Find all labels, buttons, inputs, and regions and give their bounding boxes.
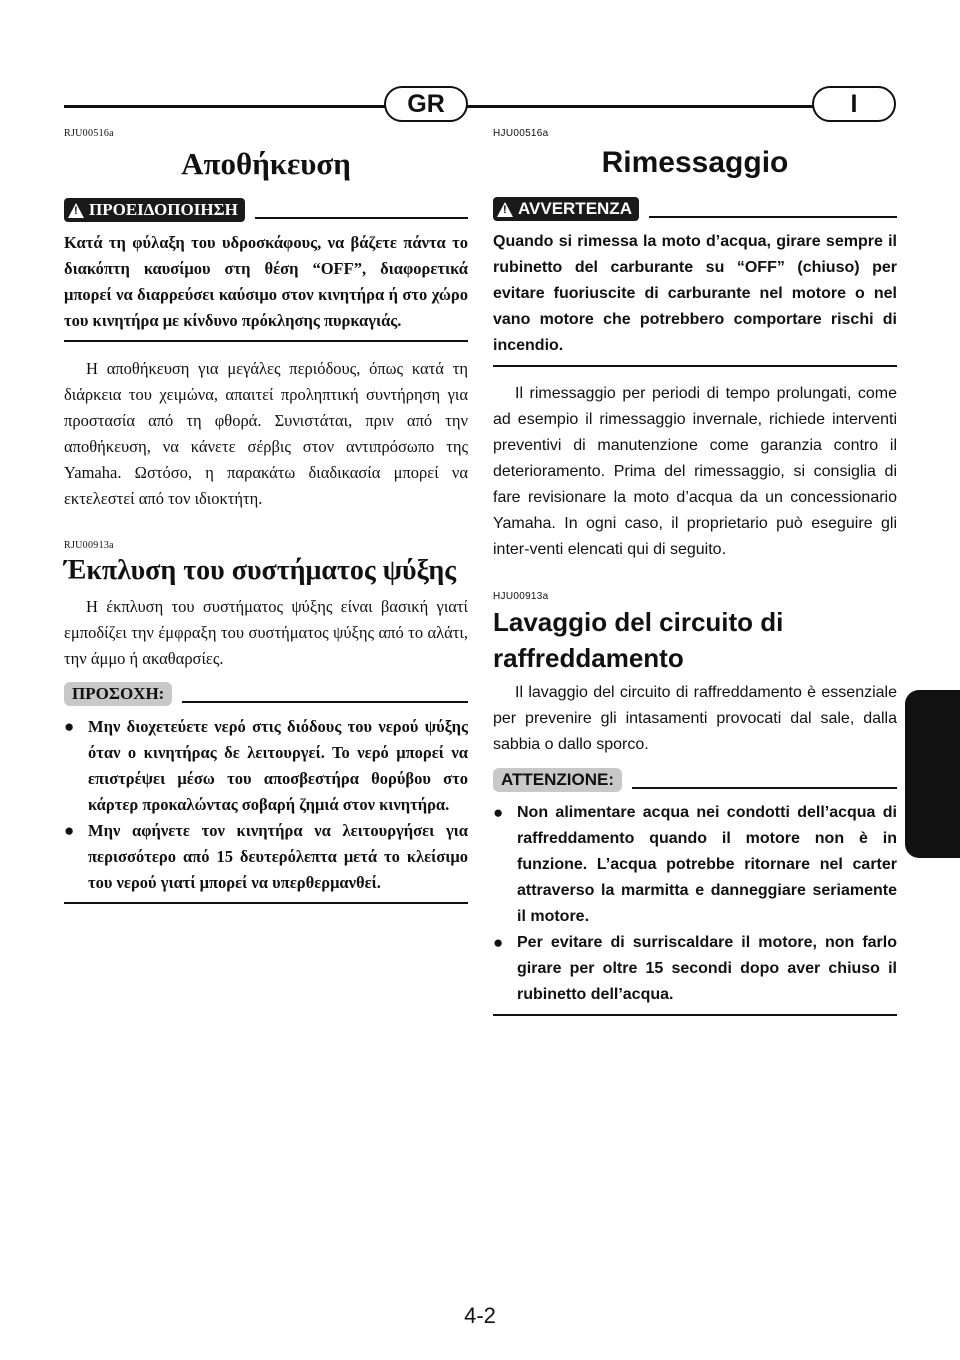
list-item <box>64 818 468 896</box>
caution-badge: ΠΡΟΣΟΧΗ: <box>64 682 172 706</box>
bullet-icon: ● <box>64 820 75 840</box>
caution-block <box>493 800 897 1016</box>
list-item <box>493 800 897 930</box>
section-body: Η έκπλυση του συστήματος ψύξης είναι βασική γιατί εμποδίζει την έμφραξη του συστήματος ψύξης από το αλάτι, την άμμο ή ακαθαρσίες. <box>64 596 468 668</box>
bullet-icon: ● <box>64 716 75 736</box>
greek-column <box>64 120 468 918</box>
list-item-text: Μην διοχετεύετε νερό στις διόδους του νερού ψύξης όταν ο κινητήρας δε λειτουργεί. Το νερό μπορεί να επιστρέψει μέσω του αποσβεστήρα θορύβου στο κάρτερ προκαλώντας σοβαρή ζημιά στον κινητήρα. <box>88 716 468 814</box>
list-item-text: Μην αφήνετε τον κινητήρα να λειτουργήσει για περισσότερο από 15 δευτερόλεπτα μετά το κλείσιμο του νερού γιατί μπορεί να υπερθερμανθεί. <box>88 820 468 892</box>
warning-badge <box>493 197 639 221</box>
section-code: RJU00913a <box>64 540 114 552</box>
section-code: HJU00913a <box>493 591 549 602</box>
chapter-side-tab <box>905 690 960 858</box>
bullet-icon: ● <box>493 803 504 822</box>
warning-label: AVVERTENZA <box>518 199 632 218</box>
list-item <box>493 930 897 1008</box>
header-rule <box>64 105 895 108</box>
warning-text: Quando si rimessa la moto d’acqua, girare sempre il rubinetto del carburante su “OFF” (chiuso) per evitare fuoriuscite di carburante nel motore o nel vano motore che potrebbero comportare rischi di incendio. <box>493 233 897 354</box>
warning-header <box>64 198 468 222</box>
list-item-text: Non alimentare acqua nei condotti dell’acqua di raffreddamento quando il motore non è in funzione. L’acqua potrebbe ritornare nel carter attraverso la marmitta e danneggiare seriamente il motore. <box>517 804 897 925</box>
warning-block <box>64 230 468 342</box>
warning-label: ΠΡΟΕΙΔΟΠΟΙΗΣΗ <box>89 200 238 220</box>
section-body: Η αποθήκευση για μεγάλες περιόδους, όπως κατά τη διάρκεια του χειμώνα, απαιτεί προληπτική συντήρηση για προστασία από τη φθορά. Συνιστάται, πριν από την αποθήκευση, να κάνετε σέρβις στον αντιπρόσωπο της Yamaha. Ωστόσο, η παρακάτω διαδικασία μπορεί να εκτελεστεί από τον ιδιοκτήτη. <box>64 359 468 509</box>
section-title: Lavaggio del circuito di raffreddamento <box>493 607 784 673</box>
warning-triangle-icon <box>497 202 513 217</box>
section-body: Il lavaggio del circuito di raffreddamento è essenziale per prevenire gli intasamenti provocati dal sale, dalla sabbia o dallo sporco. <box>493 684 897 753</box>
italian-column <box>493 120 897 1030</box>
caution-list <box>493 800 897 1008</box>
language-tab-i: I <box>812 86 896 122</box>
section-title: Έκπλυση του συστήματος ψύξης <box>64 555 457 587</box>
list-item <box>64 714 468 818</box>
language-tab-gr: GR <box>384 86 468 122</box>
caution-rule <box>632 787 897 789</box>
section-title: Αποθήκευση <box>181 146 351 181</box>
section-title: Rimessaggio <box>601 146 789 179</box>
warning-triangle-icon <box>68 203 84 218</box>
caution-rule <box>182 701 468 703</box>
caution-badge: ATTENZIONE: <box>493 768 622 792</box>
caution-header <box>493 768 897 792</box>
caution-list <box>64 714 468 896</box>
caution-block <box>64 714 468 904</box>
warning-block <box>493 229 897 367</box>
list-item-text: Per evitare di surriscaldare il motore, non farlo girare per oltre 15 secondi dopo aver chiuso il rubinetto dell’acqua. <box>517 934 897 1003</box>
caution-header <box>64 682 468 706</box>
page-number: 4-2 <box>464 1303 496 1328</box>
section-code: HJU00516a <box>493 128 549 139</box>
section-code: RJU00516a <box>64 128 114 139</box>
warning-badge <box>64 198 245 222</box>
bullet-icon: ● <box>493 933 504 952</box>
warning-header <box>493 197 897 221</box>
warning-text: Κατά τη φύλαξη του υδροσκάφους, να βάζετε πάντα το διακόπτη καυσίμου στη θέση “OFF”, διαφορετικά μπορεί να διαρρεύσει καύσιμο στον κινητήρα ή στο χώρο του κινητήρα με κίνδυνο πρόκλησης πυρκαγιάς. <box>64 233 468 331</box>
warning-rule <box>255 217 468 219</box>
warning-rule <box>649 216 897 218</box>
section-body: Il rimessaggio per periodi di tempo prolungati, come ad esempio il rimessaggio invernale, richiede interventi preventivi di manutenzione come garanzia contro il deterioramento. Prima del rimessaggio, si consiglia di fare revisionare la moto d’acqua da un concessionario Yamaha. In ogni caso, il proprietario può eseguire gli inter-venti elencati qui di seguito. <box>493 385 897 558</box>
